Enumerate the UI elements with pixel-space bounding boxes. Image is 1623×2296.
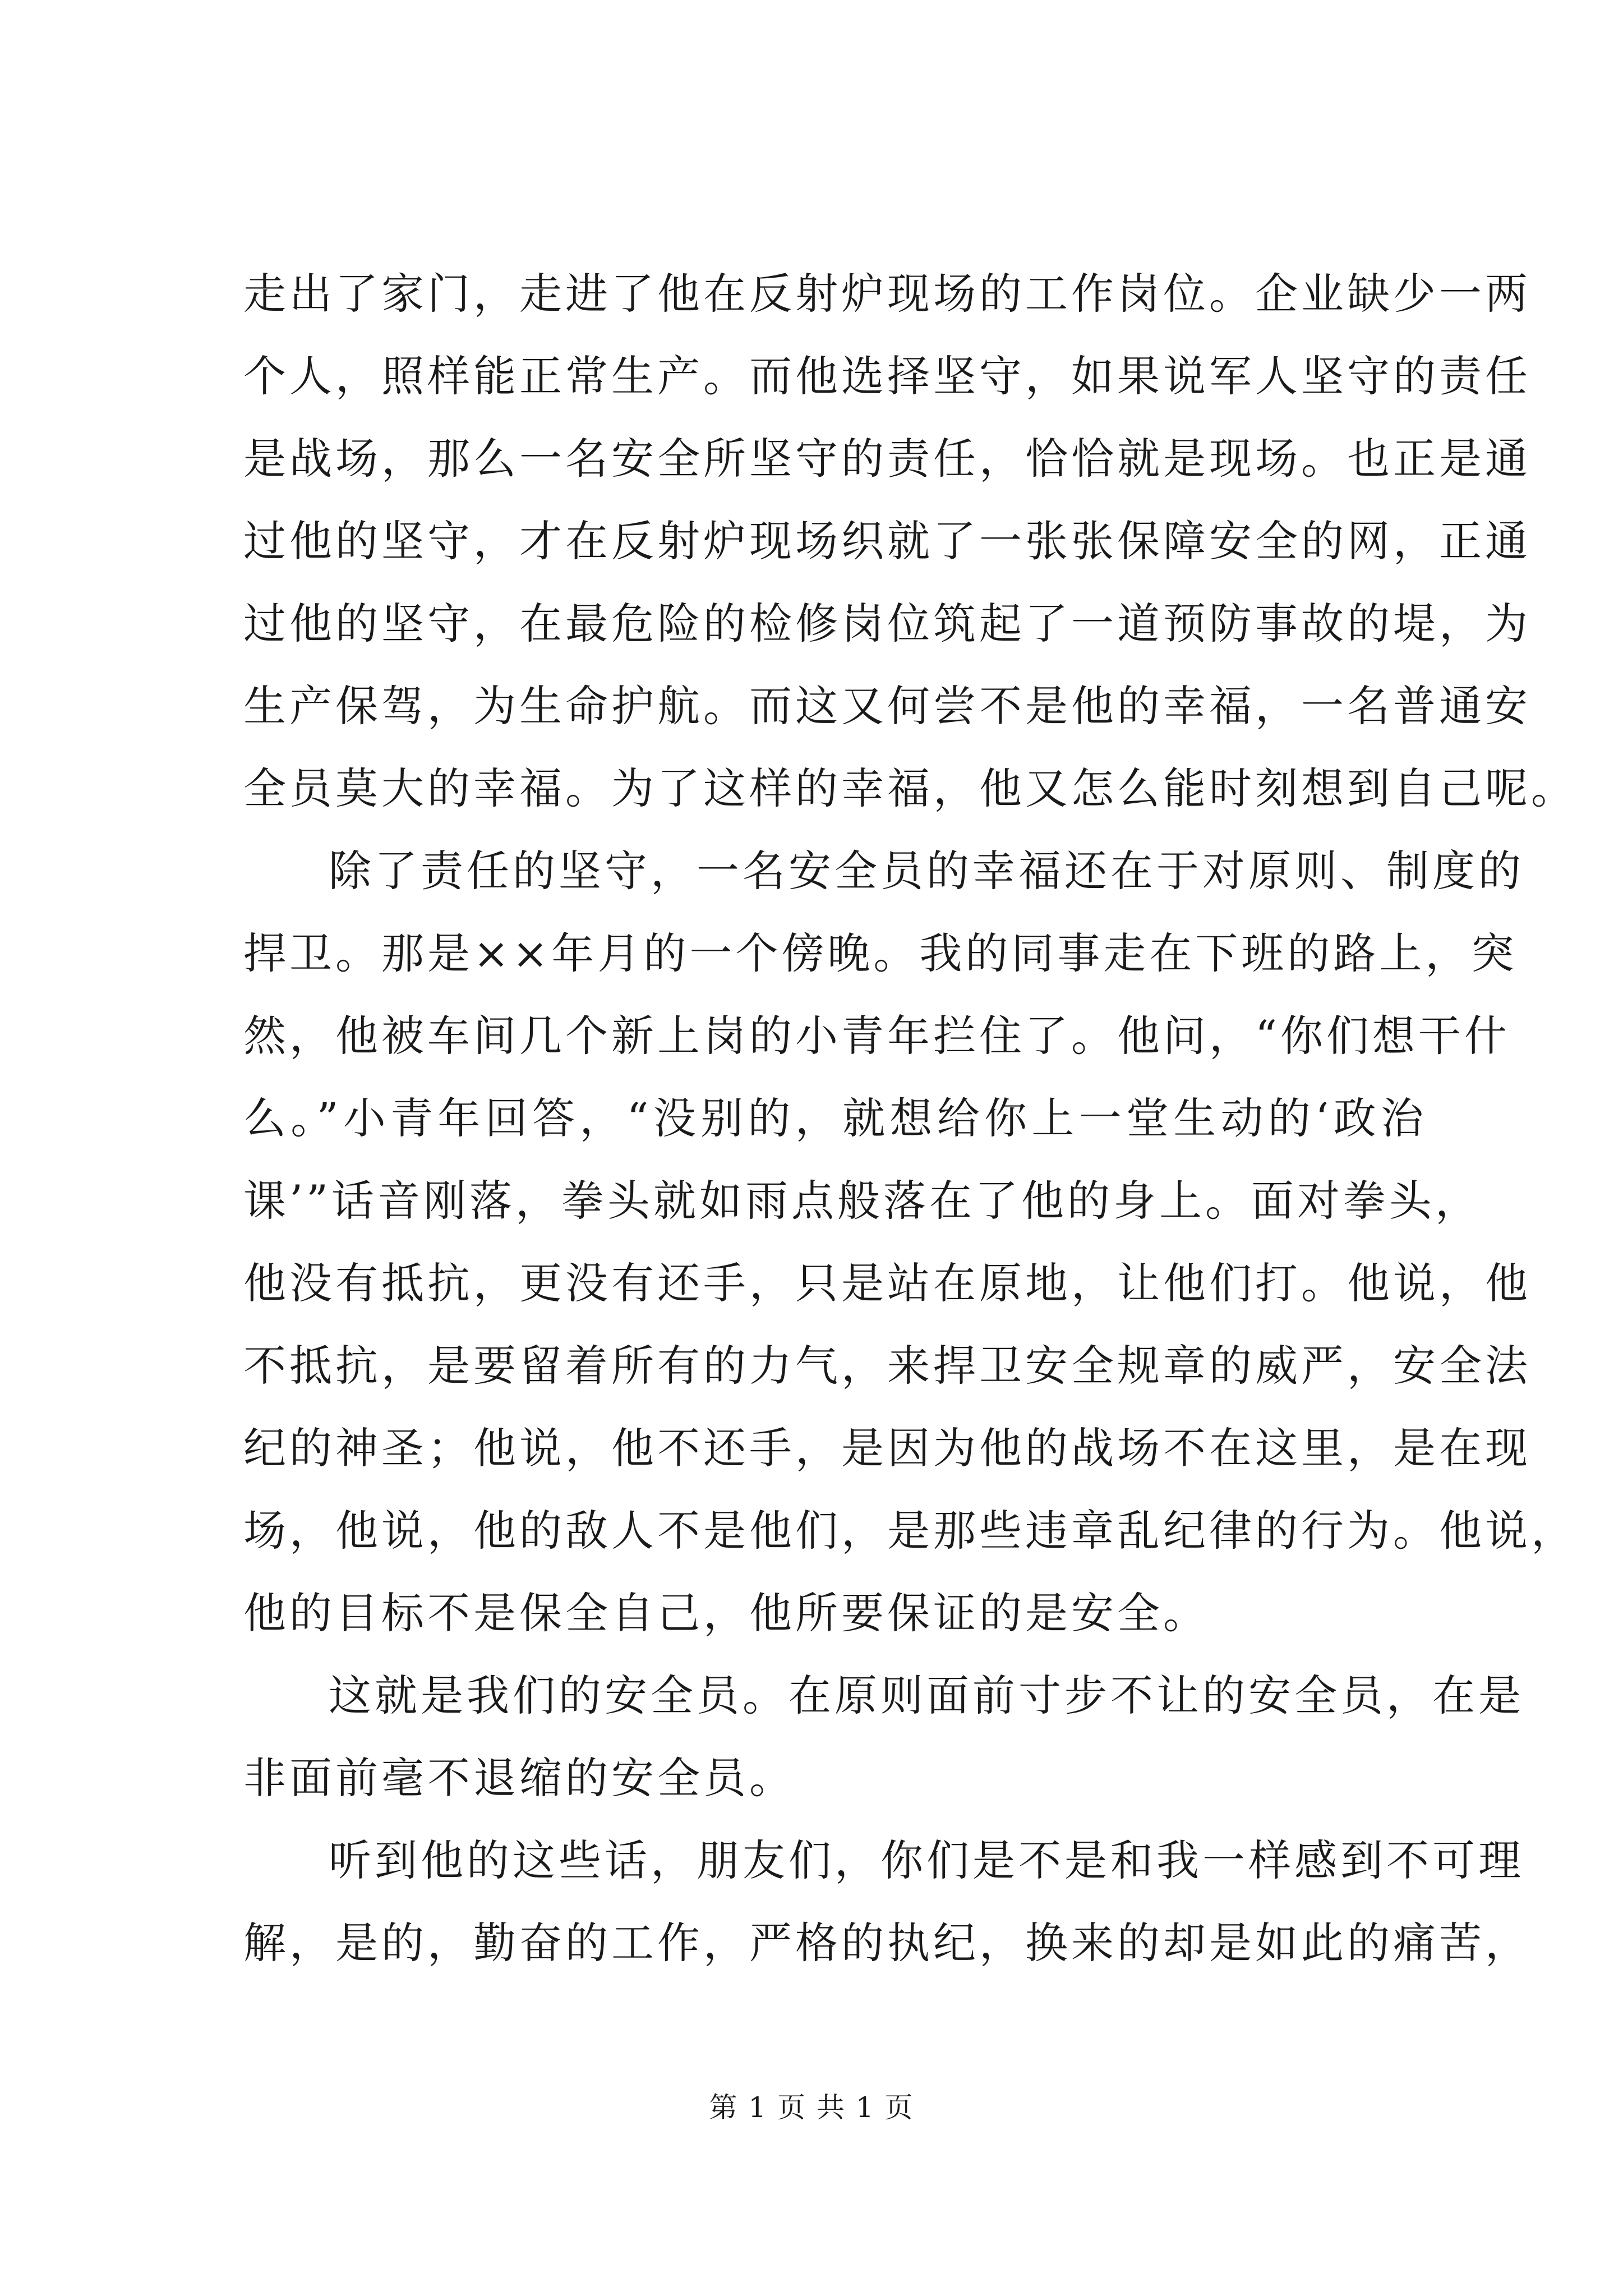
text-line: 过他的坚守，在最危险的检修岗位筑起了一道预防事故的堤，为 (243, 599, 1531, 648)
text-line: 他的目标不是保全自己，他所要保证的是安全。 (243, 1588, 1209, 1638)
text-line: 这就是我们的安全员。在原则面前寸步不让的安全员，在是 (329, 1671, 1524, 1720)
text-line: 捍卫。那是××年月的一个傍晚。我的同事走在下班的路上，突 (243, 928, 1518, 978)
text-line: 除了责任的坚守，一名安全员的幸福还在于对原则、制度的 (329, 846, 1524, 896)
text-line: 他没有抵抗，更没有还手，只是站在原地，让他们打。他说，他 (243, 1258, 1531, 1308)
paragraph (243, 1819, 1531, 1984)
text-line: 然，他被车间几个新上岗的小青年拦住了。他问，“你们想干什 (243, 1011, 1510, 1061)
paragraph (243, 830, 1577, 1654)
text-line: 全员莫大的幸福。为了这样的幸福，他又怎么能时刻想到自己呢。 (243, 763, 1577, 813)
text-line: 走出了家门，走进了他在反射炉现场的工作岗位。企业缺少一两 (243, 269, 1531, 319)
paragraph (243, 1654, 1524, 1819)
text-line: 场，他说，他的敌人不是他们，是那些违章乱纪律的行为。他说， (243, 1506, 1577, 1556)
text-line: 过他的坚守，才在反射炉现场织就了一张张保障安全的网，正通 (243, 516, 1531, 566)
text-line: 个人，照样能正常生产。而他选择坚守，如果说军人坚守的责任 (243, 351, 1531, 401)
text-line: 么。”小青年回答，“没别的，就想给你上一堂生动的‘政治 (243, 1093, 1427, 1143)
text-line: 课’”话音刚落，拳头就如雨点般落在了他的身上。面对拳头， (243, 1176, 1482, 1226)
text-line: 生产保驾，为生命护航。而这又何尝不是他的幸福，一名普通安 (243, 681, 1531, 731)
text-line: 不抵抗，是要留着所有的力气，来捍卫安全规章的威严，安全法 (243, 1341, 1531, 1391)
text-line: 解，是的，勤奋的工作，严格的执纪，换来的却是如此的痛苦， (243, 1918, 1531, 1968)
text-line: 听到他的这些话，朋友们，你们是不是和我一样感到不可理 (329, 1835, 1524, 1885)
text-line: 是战场，那么一名安全所坚守的责任，恰恰就是现场。也正是通 (243, 434, 1531, 484)
document-body (243, 252, 1577, 1984)
paragraph (243, 252, 1577, 830)
text-line: 非面前毫不退缩的安全员。 (243, 1753, 795, 1803)
text-line: 纪的神圣；他说，他不还手，是因为他的战场不在这里，是在现 (243, 1423, 1531, 1473)
page-footer: 第 1 页 共 1 页 (709, 2091, 914, 2124)
